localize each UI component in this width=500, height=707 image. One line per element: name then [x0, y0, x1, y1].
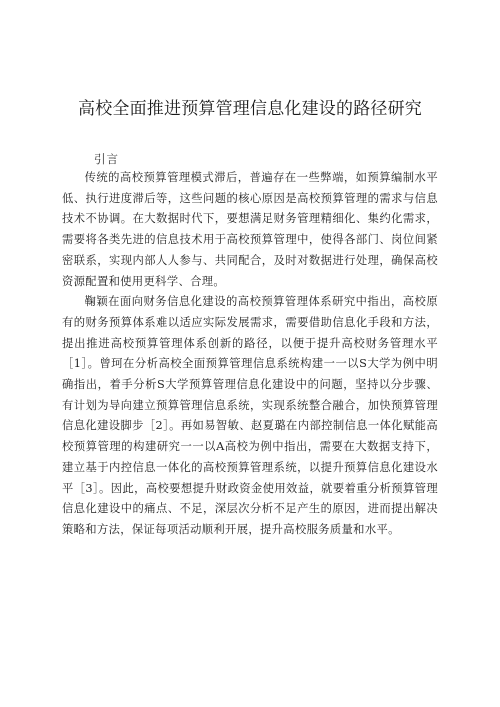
paragraph: 传统的高校预算管理模式滞后，普遍存在一些弊端，如预算编制水平低、执行进度滞后等，这些问题的核心原因是高校预算管理的需求与信息技术不协调。在大数据时代下，要想满足财务管理精细化、集约化需求，需要将各类先进的信息技术用于高校预算管理中，使得各部门、岗位间紧密联系，实现内部人人参与、共同配合，及时对数据进行处理，确保高校资源配置和使用更科学、合理。 [62, 171, 438, 288]
document-body [62, 168, 438, 541]
section-heading: 引言 [94, 152, 119, 166]
paragraph: 鞠颖在面向财务信息化建设的高校预算管理体系研究中指出，高校原有的财务预算体系难以适应实际发展需求，需要借助信息化手段和方法，提出推进高校预算管理体系创新的路径，以便于提升高校财务管理水平［1］。曾珂在分析高校全面预算管理信息系统构建一一以S大学为例中明确指出，着手分析S大学预算管理信息化建设中的问题，坚持以分步骤、有计划为导向建立预算管理信息系统，实现系统整合融合，加快预算管理信息化建设脚步［2］。再如易智敏、赵夏璐在内部控制信息一体化赋能高校预算管理的构建研究一一以A高校为例中指出，需要在大数据支持下，建立基于内控信息一体化的高校预算管理系统，以提升预算信息化建设水平［3］。因此，高校要想提升财政资金使用效益，就要着重分析预算管理信息化建设中的痛点、不足，深层次分析不足产生的原因，进而提出解决策略和方法，保证每项活动顺利开展，提升高校服务质量和水平。 [62, 295, 438, 536]
document-title: 高校全面推进预算管理信息化建设的路径研究 [78, 99, 422, 119]
